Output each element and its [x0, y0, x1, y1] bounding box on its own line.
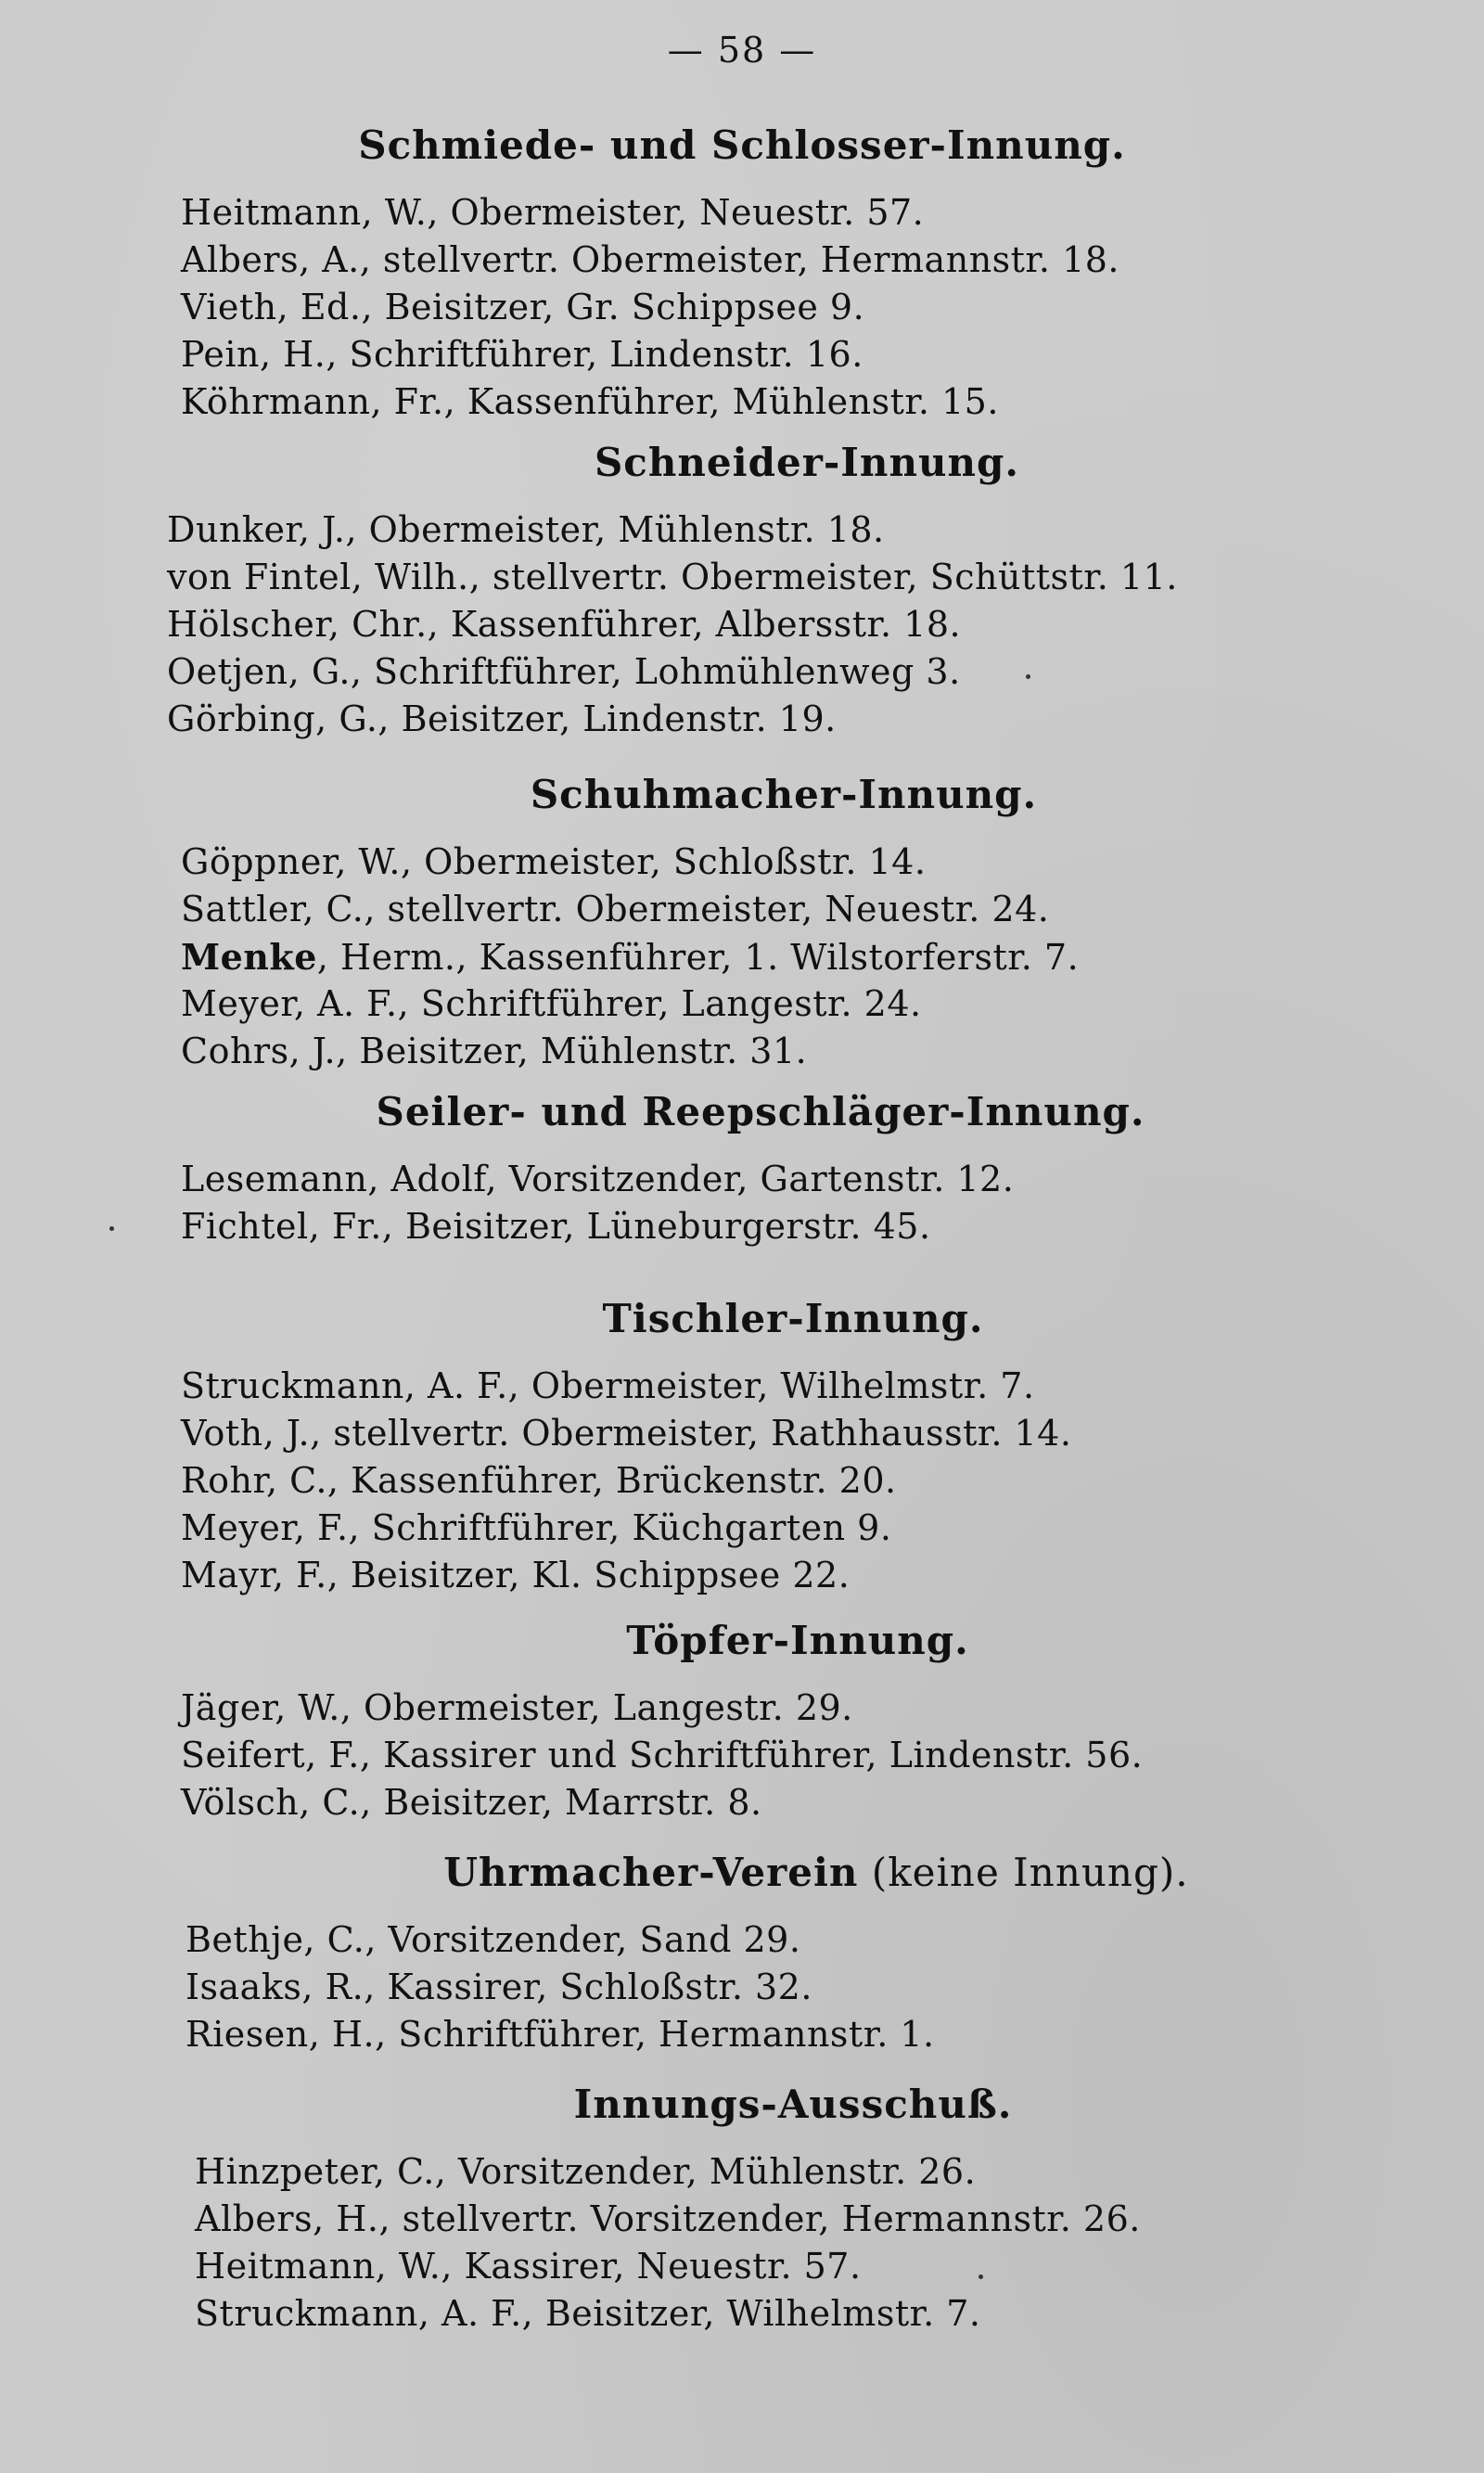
section-uhrmacher-verein — [0, 1846, 1484, 2058]
entry: Vieth, Ed., Beisitzer, Gr. Schippsee 9. — [181, 287, 865, 327]
section-heading: Tischler-Innung. — [602, 1296, 984, 1341]
section-heading: Schuhmacher-Innung. — [530, 772, 1038, 817]
section-innungs-ausschuss — [0, 2078, 1484, 2338]
entry: Heitmann, W., Obermeister, Neuestr. 57. — [181, 192, 925, 233]
section-schuhmacher — [0, 768, 1484, 1075]
entry: Seifert, F., Kassirer und Schriftführer, Lindenstr. 56. — [181, 1735, 1144, 1775]
section-heading — [0, 1846, 1484, 1900]
entry: Mayr, F., Beisitzer, Kl. Schippsee 22. — [181, 1555, 851, 1595]
entry: Heitmann, W., Kassirer, Neuestr. 57. — [195, 2246, 862, 2287]
section-schneider — [0, 436, 1484, 743]
section-heading: Schmiede- und Schlosser-Innung. — [358, 122, 1126, 168]
section-toepfer — [0, 1614, 1484, 1826]
entry: Hinzpeter, C., Vorsitzender, Mühlenstr. 26. — [195, 2151, 977, 2192]
print-speck — [1026, 674, 1030, 679]
entry: Jäger, W., Obermeister, Langestr. 29. — [181, 1687, 853, 1728]
entry: Isaaks, R., Kassirer, Schloßstr. 32. — [186, 1967, 812, 2007]
entry: Struckmann, A. F., Beisitzer, Wilhelmstr. 7. — [195, 2293, 981, 2334]
entry: Fichtel, Fr., Beisitzer, Lüneburgerstr. 45. — [181, 1206, 931, 1247]
entry: Struckmann, A. F., Obermeister, Wilhelmstr. 7. — [181, 1365, 1035, 1406]
entry: Meyer, A. F., Schriftführer, Langestr. 24. — [181, 983, 922, 1024]
entry: Göppner, W., Obermeister, Schloßstr. 14. — [181, 841, 927, 882]
entry: Völsch, C., Beisitzer, Marrstr. 8. — [181, 1782, 762, 1823]
section-schmiede-schlosser — [0, 119, 1484, 426]
section-seiler-reepschlaeger — [0, 1085, 1484, 1250]
entry: Rohr, C., Kassenführer, Brückenstr. 20. — [181, 1460, 897, 1501]
section-heading-title: Uhrmacher-Verein — [443, 1850, 859, 1895]
entry: Albers, A., stellvertr. Obermeister, Hermannstr. 18. — [181, 239, 1120, 280]
entry: Cohrs, J., Beisitzer, Mühlenstr. 31. — [181, 1031, 808, 1071]
entry — [181, 933, 1484, 980]
section-heading: Töpfer-Innung. — [626, 1618, 969, 1663]
entry: Hölscher, Chr., Kassenführer, Albersstr. 18. — [167, 604, 962, 645]
entry: von Fintel, Wilh., stellvertr. Obermeister, Schüttstr. 11. — [167, 557, 1178, 597]
section-tischler — [0, 1292, 1484, 1599]
entry-rest: , Herm., Kassenführer, 1. Wilstorferstr. 7. — [316, 937, 1080, 978]
entry: Voth, J., stellvertr. Obermeister, Rathhausstr. 14. — [181, 1413, 1072, 1454]
entry: Köhrmann, Fr., Kassenführer, Mühlenstr. 15. — [181, 381, 999, 422]
entry-bold-name: Menke — [181, 936, 317, 978]
section-heading: Seiler- und Reepschläger-Innung. — [376, 1089, 1145, 1134]
entry: Meyer, F., Schriftführer, Küchgarten 9. — [181, 1507, 892, 1548]
print-speck — [979, 2274, 983, 2279]
section-heading: Innungs-Ausschuß. — [573, 2082, 1013, 2127]
entry: Sattler, C., stellvertr. Obermeister, Neuestr. 24. — [181, 889, 1050, 929]
entry: Riesen, H., Schriftführer, Hermannstr. 1. — [186, 2014, 935, 2055]
entry: Dunker, J., Obermeister, Mühlenstr. 18. — [167, 509, 885, 550]
page-number: — 58 — — [667, 30, 817, 70]
entry: Pein, H., Schriftführer, Lindenstr. 16. — [181, 334, 864, 375]
print-speck — [109, 1226, 114, 1231]
section-heading-note: (keine Innung). — [858, 1850, 1189, 1895]
entry: Görbing, G., Beisitzer, Lindenstr. 19. — [167, 698, 837, 739]
entry: Albers, H., stellvertr. Vorsitzender, Hermannstr. 26. — [195, 2198, 1141, 2239]
entry: Oetjen, G., Schriftführer, Lohmühlenweg 3. — [167, 651, 961, 692]
section-heading: Schneider-Innung. — [594, 440, 1020, 485]
entry: Lesemann, Adolf, Vorsitzender, Gartenstr. 12. — [181, 1159, 1015, 1199]
entry: Bethje, C., Vorsitzender, Sand 29. — [186, 1919, 801, 1960]
